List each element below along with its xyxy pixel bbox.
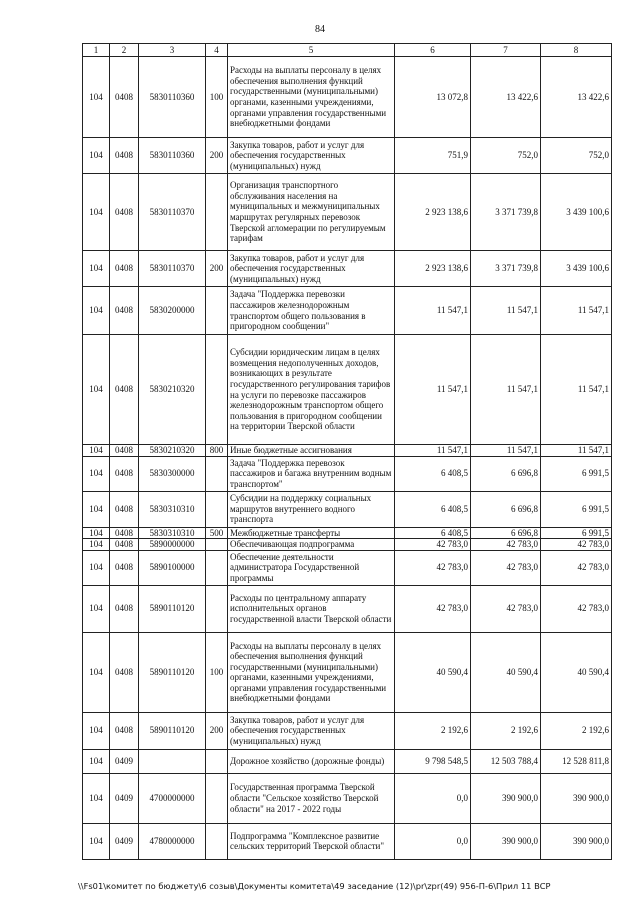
amount-col-7: 3 371 739,8 — [471, 251, 541, 287]
amount-col-7: 42 783,0 — [471, 539, 541, 551]
section-code: 104 — [83, 445, 110, 457]
item-name: Подпрограмма "Комплексное развитие сельских территорий Тверской области" — [228, 823, 395, 859]
target-article-code: 5830200000 — [139, 287, 206, 335]
amount-col-8: 11 547,1 — [541, 445, 612, 457]
expense-type-code — [206, 585, 228, 632]
amount-col-6: 6 408,5 — [395, 456, 471, 491]
item-name: Закупка товаров, работ и услуг для обеспечения государственных (муниципальных) нужд — [228, 712, 395, 749]
target-article-code: 5890100000 — [139, 550, 206, 585]
amount-col-6: 42 783,0 — [395, 539, 471, 551]
column-header: 7 — [471, 44, 541, 57]
amount-col-6: 40 590,4 — [395, 632, 471, 712]
section-code: 104 — [83, 527, 110, 539]
table-row — [83, 632, 612, 712]
target-article-code: 5830210320 — [139, 445, 206, 457]
subsection-code: 0408 — [110, 550, 139, 585]
header-row — [83, 44, 612, 57]
amount-col-7: 11 547,1 — [471, 287, 541, 335]
amount-col-6: 13 072,8 — [395, 57, 471, 138]
table-row — [83, 138, 612, 174]
column-header: 5 — [228, 44, 395, 57]
expense-type-code — [206, 749, 228, 773]
item-name: Государственная программа Тверской области "Сельское хозяйство Тверской области" на 2017 - 2022 годы — [228, 773, 395, 823]
amount-col-8: 42 783,0 — [541, 539, 612, 551]
expense-type-code — [206, 823, 228, 859]
amount-col-7: 12 503 788,4 — [471, 749, 541, 773]
section-code: 104 — [83, 712, 110, 749]
expense-type-code: 200 — [206, 138, 228, 174]
table-row — [83, 491, 612, 527]
amount-col-6: 11 547,1 — [395, 445, 471, 457]
section-code: 104 — [83, 456, 110, 491]
amount-col-7: 2 192,6 — [471, 712, 541, 749]
amount-col-8: 11 547,1 — [541, 335, 612, 445]
subsection-code: 0408 — [110, 539, 139, 551]
table-row — [83, 539, 612, 551]
table-row — [83, 287, 612, 335]
amount-col-6: 11 547,1 — [395, 287, 471, 335]
amount-col-7: 13 422,6 — [471, 57, 541, 138]
target-article-code: 5830110370 — [139, 251, 206, 287]
item-name: Субсидии юридическим лицам в целях возмещения недополученных доходов, возникающих в результате государственного регулирования тарифов на услуги по перевозке пассажиров железнодорожным транспортом общего пользования в пригородном сообщении на территории Тверской области — [228, 335, 395, 445]
item-name: Иные бюджетные ассигнования — [228, 445, 395, 457]
amount-col-6: 2 923 138,6 — [395, 251, 471, 287]
amount-col-7: 6 696,8 — [471, 527, 541, 539]
item-name: Задача "Поддержка перевозок пассажиров и багажа внутренним водным транспортом" — [228, 456, 395, 491]
expense-type-code — [206, 550, 228, 585]
section-code: 104 — [83, 287, 110, 335]
amount-col-6: 6 408,5 — [395, 491, 471, 527]
target-article-code: 5890110120 — [139, 632, 206, 712]
amount-col-6: 9 798 548,5 — [395, 749, 471, 773]
subsection-code: 0409 — [110, 749, 139, 773]
section-code: 104 — [83, 174, 110, 251]
subsection-code: 0408 — [110, 527, 139, 539]
amount-col-8: 40 590,4 — [541, 632, 612, 712]
expense-type-code — [206, 773, 228, 823]
section-code: 104 — [83, 585, 110, 632]
subsection-code: 0408 — [110, 251, 139, 287]
section-code: 104 — [83, 138, 110, 174]
target-article-code: 5830110360 — [139, 138, 206, 174]
amount-col-7: 6 696,8 — [471, 491, 541, 527]
subsection-code: 0408 — [110, 174, 139, 251]
section-code: 104 — [83, 632, 110, 712]
item-name: Организация транспортного обслуживания населения на муниципальных и межмуниципальных маршрутах регулярных перевозок Тверской агломерации по регулируемым тарифам — [228, 174, 395, 251]
target-article-code: 5890110120 — [139, 585, 206, 632]
table-row — [83, 823, 612, 859]
expense-type-code — [206, 539, 228, 551]
amount-col-8: 390 900,0 — [541, 773, 612, 823]
target-article-code: 5890000000 — [139, 539, 206, 551]
amount-col-7: 3 371 739,8 — [471, 174, 541, 251]
target-article-code: 4700000000 — [139, 773, 206, 823]
subsection-code: 0408 — [110, 57, 139, 138]
table-body — [83, 44, 612, 860]
amount-col-8: 390 900,0 — [541, 823, 612, 859]
target-article-code: 5830310310 — [139, 491, 206, 527]
column-header: 4 — [206, 44, 228, 57]
page-number: 84 — [315, 24, 325, 35]
subsection-code: 0408 — [110, 456, 139, 491]
table-row — [83, 445, 612, 457]
amount-col-6: 2 923 138,6 — [395, 174, 471, 251]
amount-col-6: 0,0 — [395, 823, 471, 859]
column-header: 3 — [139, 44, 206, 57]
subsection-code: 0408 — [110, 585, 139, 632]
file-path-footer: \\Fs01\комитет по бюджету\6 созыв\Документы комитета\49 заседание (12)\pr\zpr(49) 956-П-6\Прил 11 ВСР — [78, 881, 551, 891]
column-header: 1 — [83, 44, 110, 57]
amount-col-6: 6 408,5 — [395, 527, 471, 539]
section-code: 104 — [83, 491, 110, 527]
section-code: 104 — [83, 749, 110, 773]
section-code: 104 — [83, 57, 110, 138]
item-name: Обеспечивающая подпрограмма — [228, 539, 395, 551]
amount-col-8: 3 439 100,6 — [541, 251, 612, 287]
column-header: 2 — [110, 44, 139, 57]
table-row — [83, 773, 612, 823]
expense-type-code — [206, 456, 228, 491]
amount-col-6: 751,9 — [395, 138, 471, 174]
amount-col-8: 42 783,0 — [541, 585, 612, 632]
amount-col-7: 42 783,0 — [471, 585, 541, 632]
amount-col-7: 752,0 — [471, 138, 541, 174]
expense-type-code: 100 — [206, 632, 228, 712]
subsection-code: 0408 — [110, 138, 139, 174]
subsection-code: 0409 — [110, 823, 139, 859]
column-header: 8 — [541, 44, 612, 57]
amount-col-8: 42 783,0 — [541, 550, 612, 585]
item-name: Закупка товаров, работ и услуг для обеспечения государственных (муниципальных) нужд — [228, 251, 395, 287]
amount-col-7: 42 783,0 — [471, 550, 541, 585]
amount-col-7: 40 590,4 — [471, 632, 541, 712]
amount-col-7: 11 547,1 — [471, 445, 541, 457]
table-row — [83, 712, 612, 749]
section-code: 104 — [83, 550, 110, 585]
table-row — [83, 749, 612, 773]
subsection-code: 0408 — [110, 632, 139, 712]
amount-col-7: 390 900,0 — [471, 823, 541, 859]
expense-type-code: 500 — [206, 527, 228, 539]
budget-table — [82, 43, 612, 860]
expense-type-code — [206, 491, 228, 527]
amount-col-7: 11 547,1 — [471, 335, 541, 445]
amount-col-8: 6 991,5 — [541, 491, 612, 527]
amount-col-8: 11 547,1 — [541, 287, 612, 335]
table-row — [83, 527, 612, 539]
amount-col-8: 12 528 811,8 — [541, 749, 612, 773]
amount-col-8: 6 991,5 — [541, 527, 612, 539]
expense-type-code: 200 — [206, 251, 228, 287]
amount-col-6: 42 783,0 — [395, 585, 471, 632]
table-row — [83, 585, 612, 632]
subsection-code: 0408 — [110, 491, 139, 527]
amount-col-7: 6 696,8 — [471, 456, 541, 491]
target-article-code: 5830210320 — [139, 335, 206, 445]
item-name: Задача "Поддержка перевозки пассажиров железнодорожным транспортом общего пользования в пригородном сообщении" — [228, 287, 395, 335]
subsection-code: 0409 — [110, 773, 139, 823]
section-code: 104 — [83, 773, 110, 823]
item-name: Расходы на выплаты персоналу в целях обеспечения выполнения функций государственными (муниципальными) органами, казенными учреждениями, органами управления государственными внебюджетными фондами — [228, 57, 395, 138]
amount-col-6: 11 547,1 — [395, 335, 471, 445]
target-article-code: 5830110370 — [139, 174, 206, 251]
table-row — [83, 550, 612, 585]
target-article-code: 5830300000 — [139, 456, 206, 491]
table-row — [83, 57, 612, 138]
amount-col-6: 0,0 — [395, 773, 471, 823]
section-code: 104 — [83, 251, 110, 287]
table-row — [83, 174, 612, 251]
target-article-code: 5890110120 — [139, 712, 206, 749]
expense-type-code — [206, 287, 228, 335]
column-header: 6 — [395, 44, 471, 57]
target-article-code: 4780000000 — [139, 823, 206, 859]
amount-col-7: 390 900,0 — [471, 773, 541, 823]
item-name: Межбюджетные трансферты — [228, 527, 395, 539]
amount-col-8: 3 439 100,6 — [541, 174, 612, 251]
table-row — [83, 335, 612, 445]
target-article-code — [139, 749, 206, 773]
expense-type-code: 800 — [206, 445, 228, 457]
table-row — [83, 251, 612, 287]
expense-type-code: 200 — [206, 712, 228, 749]
amount-col-8: 2 192,6 — [541, 712, 612, 749]
subsection-code: 0408 — [110, 335, 139, 445]
amount-col-8: 13 422,6 — [541, 57, 612, 138]
section-code: 104 — [83, 335, 110, 445]
amount-col-8: 752,0 — [541, 138, 612, 174]
section-code: 104 — [83, 539, 110, 551]
amount-col-6: 2 192,6 — [395, 712, 471, 749]
amount-col-8: 6 991,5 — [541, 456, 612, 491]
item-name: Дорожное хозяйство (дорожные фонды) — [228, 749, 395, 773]
item-name: Субсидии на поддержку социальных маршрутов внутреннего водного транспорта — [228, 491, 395, 527]
amount-col-6: 42 783,0 — [395, 550, 471, 585]
section-code: 104 — [83, 823, 110, 859]
item-name: Закупка товаров, работ и услуг для обеспечения государственных (муниципальных) нужд — [228, 138, 395, 174]
expense-type-code: 100 — [206, 57, 228, 138]
expense-type-code — [206, 174, 228, 251]
item-name: Расходы по центральному аппарату исполнительных органов государственной власти Тверской области — [228, 585, 395, 632]
target-article-code: 5830110360 — [139, 57, 206, 138]
item-name: Расходы на выплаты персоналу в целях обеспечения выполнения функций государственными (муниципальными) органами, казенными учреждениями, органами управления государственными внебюджетными фондами — [228, 632, 395, 712]
subsection-code: 0408 — [110, 445, 139, 457]
subsection-code: 0408 — [110, 712, 139, 749]
target-article-code: 5830310310 — [139, 527, 206, 539]
expense-type-code — [206, 335, 228, 445]
subsection-code: 0408 — [110, 287, 139, 335]
item-name: Обеспечение деятельности администратора Государственной программы — [228, 550, 395, 585]
table-row — [83, 456, 612, 491]
